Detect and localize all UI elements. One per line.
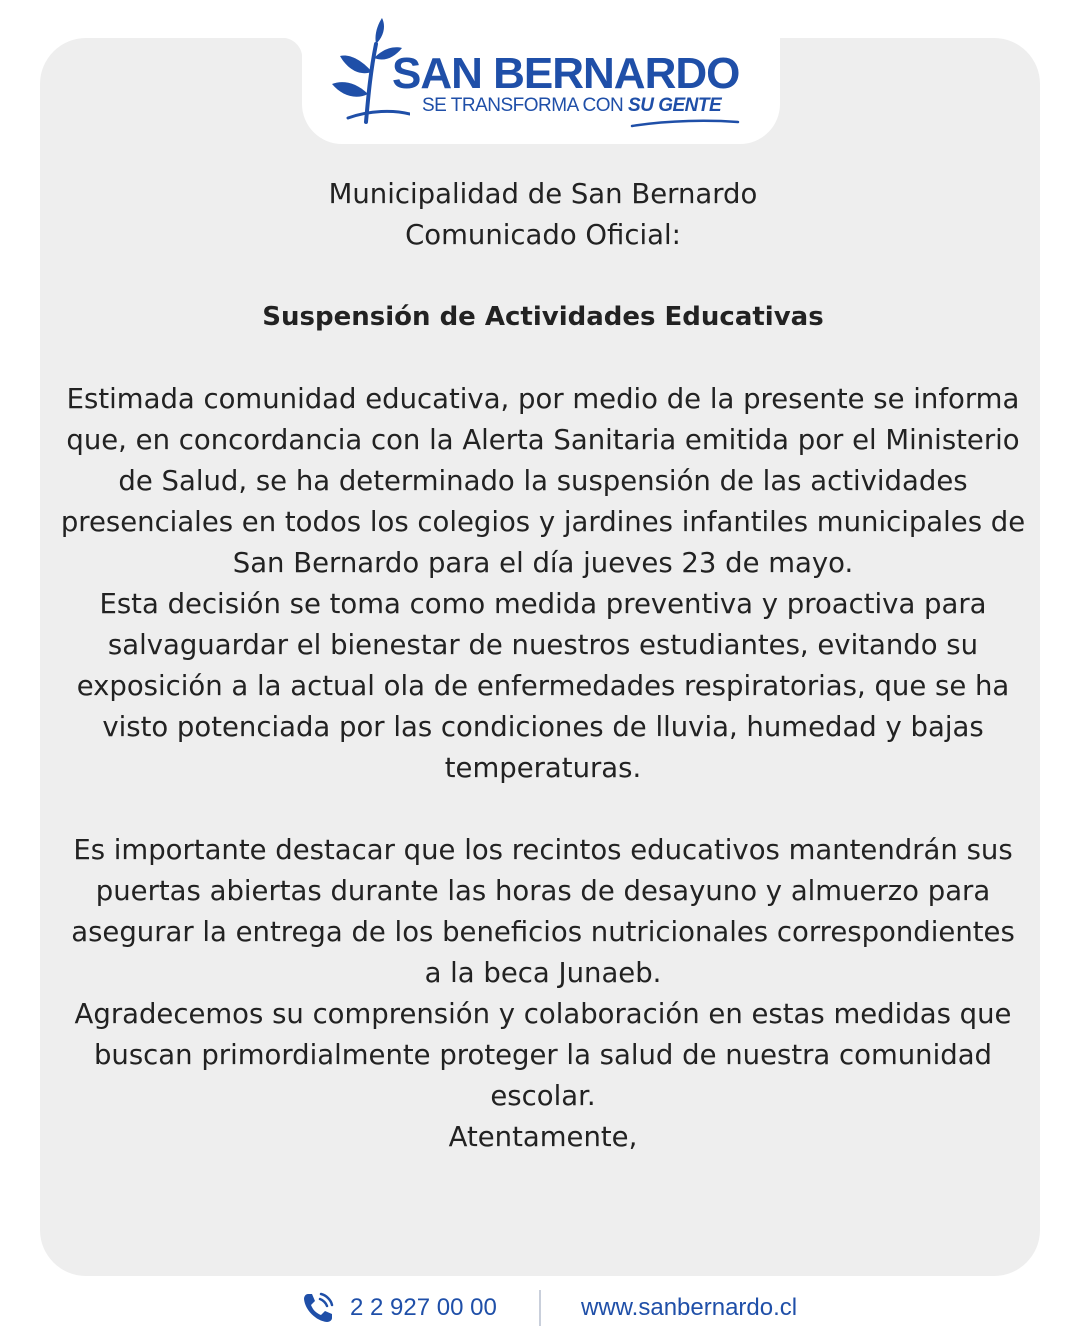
- logo-title: SAN BERNARDO: [392, 49, 740, 98]
- header-line-1: Municipalidad de San Bernardo: [328, 178, 758, 210]
- website-link[interactable]: www.sanbernardo.cl: [581, 1294, 798, 1321]
- phone-icon: [300, 1290, 336, 1326]
- phone-number[interactable]: 2 2 927 00 00: [350, 1294, 497, 1321]
- logo: [330, 14, 760, 132]
- footer: [0, 1286, 1080, 1330]
- logo-subtitle-emphasis: SU GENTE: [628, 95, 722, 116]
- notice-content: [60, 174, 1026, 1158]
- footer-divider: [539, 1290, 541, 1326]
- logo-underline: [630, 118, 740, 128]
- logo-subtitle: [422, 96, 721, 115]
- notice-heading: Suspensión de Actividades Educativas: [262, 302, 824, 332]
- body-paragraph-3: Es importante destacar que los recintos educativos mantendrán sus puertas abiertas durante las horas de desayuno y almuerzo para asegurar la entrega de los beneficios nutricionales correspondientes a la beca Junaeb.: [71, 834, 1015, 989]
- body-paragraph-4: Agradecemos su comprensión y colaboración en estas medidas que buscan primordialmente proteger la salud de nuestra comunidad escolar.: [74, 998, 1012, 1112]
- closing: Atentamente,: [448, 1121, 638, 1153]
- logo-subtitle-prefix: SE TRANSFORMA CON: [422, 95, 629, 116]
- header-line-2: Comunicado Oficial:: [405, 219, 681, 251]
- body-paragraph-2: Esta decisión se toma como medida preventiva y proactiva para salvaguardar el bienestar de nuestros estudiantes, evitando su exposición a la actual ola de enfermedades respiratorias, que se ha visto potenciada por las condiciones de lluvia, humedad y bajas temperaturas.: [76, 588, 1010, 784]
- body-paragraph-1: Estimada comunidad educativa, por medio de la presente se informa que, en concordancia con la Alerta Sanitaria emitida por el Ministerio de Salud, se ha determinado la suspensión de las actividades presenciales en todos los colegios y jardines infantiles municipales de San Bernardo para el día jueves 23 de mayo.: [60, 383, 1026, 579]
